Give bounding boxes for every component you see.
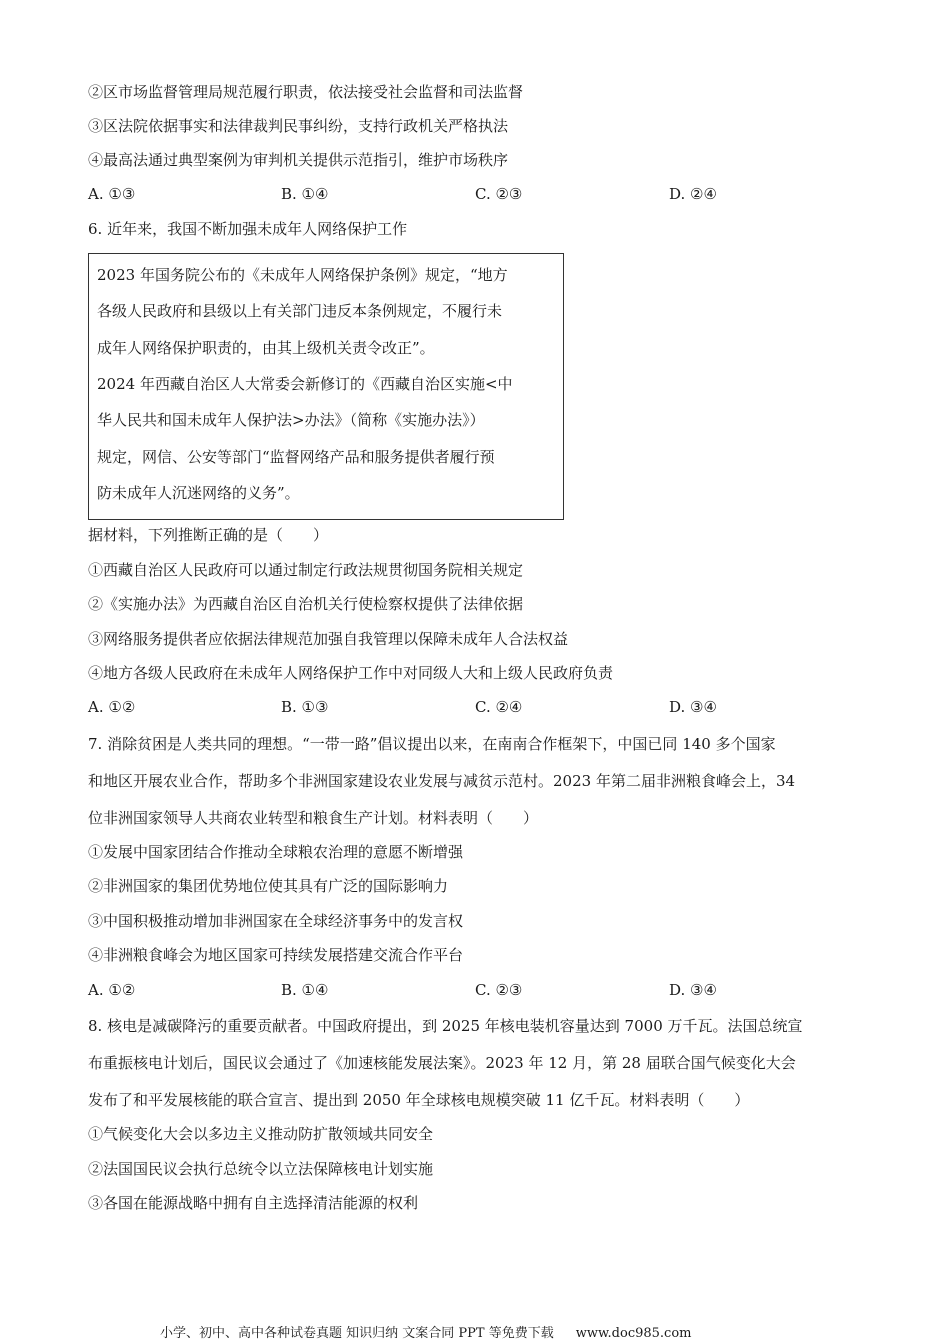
q6-stem: 6. 近年来，我国不断加强未成年人网络保护工作: [88, 220, 408, 238]
q5-option-c[interactable]: C. ②③: [475, 185, 523, 203]
q7-option-d[interactable]: D. ③④: [669, 981, 717, 999]
q8-item-2: ②法国国民议会执行总统令以立法保障核电计划实施: [88, 1160, 434, 1178]
q7-item-2: ②非洲国家的集团优势地位使其具有广泛的国际影响力: [88, 877, 449, 895]
q5-options: [88, 184, 788, 204]
q6-option-c[interactable]: C. ②④: [475, 698, 523, 716]
q6-option-a[interactable]: A. ①②: [88, 698, 136, 716]
q7-stem-line: 和地区开展农业合作，帮助多个非洲国家建设农业发展与减贫示范村。2023 年第二届非洲粮食峰会上，34: [88, 772, 796, 790]
q6-item-3: ③网络服务提供者应依据法律规范加强自我管理以保障未成年人合法权益: [88, 630, 569, 648]
q6-material-line: 规定，网信、公安等部门“监督网络产品和服务提供者履行预: [97, 448, 495, 466]
q8-stem-line: 8. 核电是减碳降污的重要贡献者。中国政府提出，到 2025 年核电装机容量达到 7000 万千瓦。法国总统宣: [88, 1017, 803, 1035]
q6-option-b[interactable]: B. ①③: [281, 698, 329, 716]
q7-item-3: ③中国积极推动增加非洲国家在全球经济事务中的发言权: [88, 912, 464, 930]
q5-item-4: ④最高法通过典型案例为审判机关提供示范指引，维护市场秩序: [88, 151, 509, 169]
page-footer: [160, 1326, 691, 1342]
q5-option-b[interactable]: B. ①④: [281, 185, 329, 203]
q7-item-4: ④非洲粮食峰会为地区国家可持续发展搭建交流合作平台: [88, 946, 464, 964]
q6-option-d[interactable]: D. ③④: [669, 698, 717, 716]
footer-text: 小学、初中、高中各种试卷真题 知识归纳 文案合同 PPT 等免费下载: [160, 1326, 554, 1341]
q5-option-a[interactable]: A. ①③: [88, 185, 136, 203]
q6-material-line: 防未成年人沉迷网络的义务”。: [97, 484, 300, 502]
q5-item-2: ②区市场监督管理局规范履行职责，依法接受社会监督和司法监督: [88, 83, 524, 101]
q8-item-1: ①气候变化大会以多边主义推动防扩散领域共同安全: [88, 1125, 434, 1143]
q7-item-1: ①发展中国家团结合作推动全球粮农治理的意愿不断增强: [88, 843, 464, 861]
q6-material-line: 华人民共和国未成年人保护法>办法》（简称《实施办法》）: [97, 411, 485, 429]
q8-item-3: ③各国在能源战略中拥有自主选择清洁能源的权利: [88, 1194, 419, 1212]
q7-stem-line: 位非洲国家领导人共商农业转型和粮食生产计划。材料表明（ ）: [88, 809, 539, 827]
q7-stem-line: 7. 消除贫困是人类共同的理想。“一带一路”倡议提出以来，在南南合作框架下，中国已同 140 多个国家: [88, 735, 776, 753]
q6-question: 据材料，下列推断正确的是（ ）: [88, 526, 329, 544]
q6-material-line: 2024 年西藏自治区人大常委会新修订的《西藏自治区实施<中: [97, 375, 513, 393]
q7-option-c[interactable]: C. ②③: [475, 981, 523, 999]
q6-material-line: 成年人网络保护职责的，由其上级机关责令改正”。: [97, 339, 435, 357]
q8-stem-line: 发布了和平发展核能的联合宣言、提出到 2050 年全球核电规模突破 11 亿千瓦。材料表明（ ）: [88, 1091, 750, 1109]
q6-material-line: 2023 年国务院公布的《未成年人网络保护条例》规定，“地方: [97, 266, 508, 284]
q5-item-3: ③区法院依据事实和法律裁判民事纠纷，支持行政机关严格执法: [88, 117, 509, 135]
q6-item-2: ②《实施办法》为西藏自治区自治机关行使检察权提供了法律依据: [88, 595, 524, 613]
q5-option-d[interactable]: D. ②④: [669, 185, 717, 203]
q7-options: [88, 980, 788, 1000]
q6-item-1: ①西藏自治区人民政府可以通过制定行政法规贯彻国务院相关规定: [88, 561, 524, 579]
q7-option-b[interactable]: B. ①④: [281, 981, 329, 999]
q6-options: [88, 697, 788, 717]
q6-material-line: 各级人民政府和县级以上有关部门违反本条例规定，不履行未: [97, 302, 503, 320]
q8-stem-line: 布重振核电计划后，国民议会通过了《加速核能发展法案》。2023 年 12 月，第 28 届联合国气候变化大会: [88, 1054, 796, 1072]
footer-url[interactable]: www.doc985.com: [575, 1326, 692, 1341]
q7-option-a[interactable]: A. ①②: [88, 981, 136, 999]
q6-item-4: ④地方各级人民政府在未成年人网络保护工作中对同级人大和上级人民政府负责: [88, 664, 614, 682]
q6-material-box: [88, 253, 564, 520]
